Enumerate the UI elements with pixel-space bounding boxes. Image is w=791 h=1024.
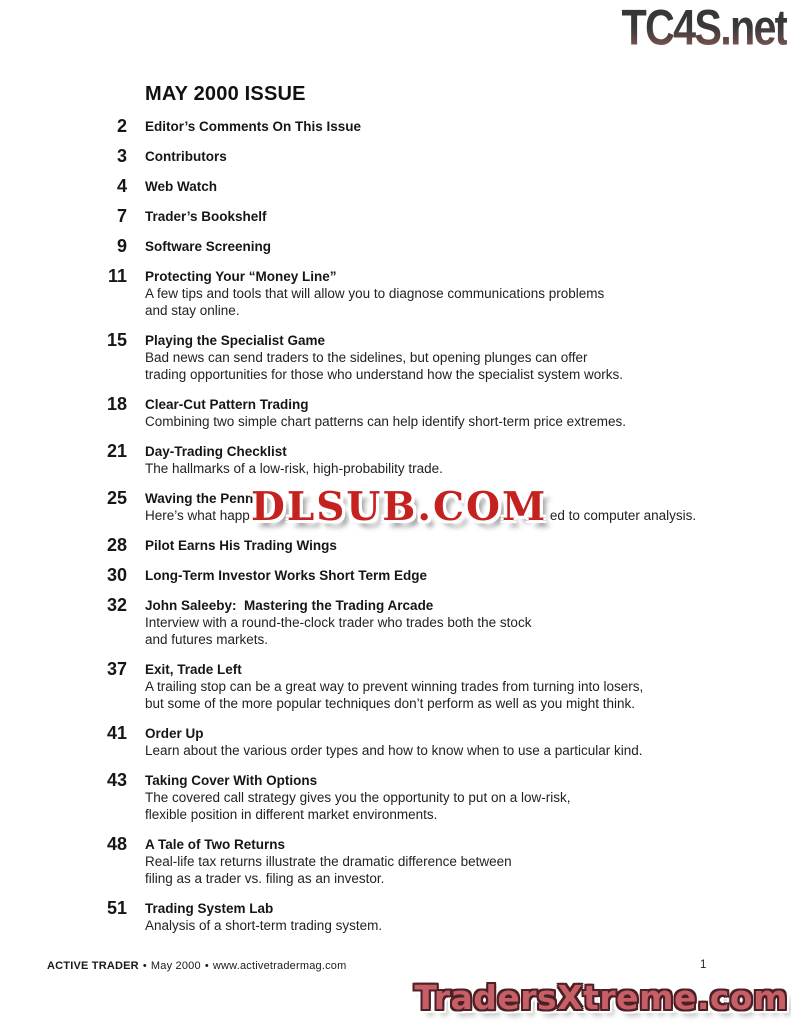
- entry-page-number: 28: [106, 535, 127, 555]
- toc-entry: [82, 332, 732, 383]
- toc-entry: [82, 443, 732, 477]
- entry-page-number: 21: [106, 441, 127, 461]
- entry-page-number: 25: [106, 488, 127, 508]
- toc-entry: [82, 178, 732, 195]
- entry-page-number: 9: [116, 236, 127, 256]
- toc-entry: [82, 268, 732, 319]
- entry-page-number: 3: [116, 146, 127, 166]
- entry-page-number: 18: [106, 394, 127, 414]
- entry-description: The covered call strategy gives you the opportunity to put on a low-risk,: [145, 790, 571, 805]
- entry-description: Bad news can send traders to the sidelines, but opening plunges can offer: [145, 350, 588, 365]
- entry-title: Contributors: [145, 149, 227, 164]
- watermark-dlsub: DLSUB.COM: [251, 484, 548, 530]
- watermark-tc4s: TC4S.net: [621, 0, 787, 55]
- entry-description: Combining two simple chart patterns can help identify short-term price extremes.: [145, 414, 626, 429]
- footer-date: May 2000: [150, 960, 201, 972]
- entry-page-number: 48: [106, 834, 127, 854]
- entry-description: and futures markets.: [145, 632, 269, 647]
- entry-page-number: 7: [116, 206, 127, 226]
- toc-entry: [82, 118, 732, 135]
- entry-title: John Saleeby: Mastering the Trading Arcade: [145, 598, 434, 613]
- entry-title: A Tale of Two Returns: [145, 837, 286, 852]
- entry-page-number: 43: [106, 770, 127, 790]
- entry-page-number: 11: [107, 266, 127, 286]
- entry-title: Pilot Earns His Trading Wings: [145, 538, 337, 553]
- toc-entry: [82, 836, 732, 887]
- entry-title-partially-obscured: Waving the Penn: [145, 491, 254, 506]
- toc-entry: [82, 725, 732, 759]
- entry-page-number: 30: [106, 565, 127, 585]
- toc-entry: [82, 396, 732, 430]
- entry-page-number: 37: [106, 659, 127, 679]
- page-title: MAY 2000 ISSUE: [145, 83, 306, 105]
- entry-description: but some of the more popular techniques don’t perform as well as you might think.: [145, 696, 636, 711]
- toc-entry: [82, 597, 732, 648]
- entry-title: Order Up: [145, 726, 204, 741]
- entry-page-number: 2: [116, 116, 127, 136]
- entry-page-number: 41: [106, 723, 127, 743]
- entry-description: Real-life tax returns illustrate the dramatic difference between: [145, 854, 512, 869]
- entry-description: and stay online.: [145, 303, 240, 318]
- footer-bullet: •: [204, 960, 209, 972]
- entry-title: Day-Trading Checklist: [145, 444, 287, 459]
- watermark-tradersxtreme: TradersXtreme.com: [414, 978, 788, 1017]
- toc-entry: [82, 772, 732, 823]
- entry-description: Interview with a round-the-clock trader who trades both the stock: [145, 615, 532, 630]
- description-fragment-start: Here’s what happ: [145, 508, 250, 523]
- toc-entry: [82, 148, 732, 165]
- toc-entry: [82, 900, 732, 934]
- entry-page-number: 51: [106, 898, 127, 918]
- entry-title: Trading System Lab: [145, 901, 274, 916]
- entry-description: flexible position in different market environments.: [145, 807, 438, 822]
- toc-entry: [82, 537, 732, 554]
- entry-title: Editor’s Comments On This Issue: [145, 119, 362, 134]
- entry-description: Analysis of a short-term trading system.: [145, 918, 383, 933]
- entry-description: The hallmarks of a low-risk, high-probability trade.: [145, 461, 443, 476]
- entry-title: Clear-Cut Pattern Trading: [145, 397, 309, 412]
- entry-page-number: 15: [106, 330, 127, 350]
- footer-line: [47, 960, 346, 972]
- entry-page-number: 32: [106, 595, 127, 615]
- description-fragment-end: ed to computer analysis.: [549, 508, 697, 523]
- entry-title: Playing the Specialist Game: [145, 333, 326, 348]
- toc-entry: [82, 661, 732, 712]
- footer-website: www.activetradermag.com: [212, 960, 347, 972]
- entry-description: trading opportunities for those who understand how the specialist system works.: [145, 367, 623, 382]
- entry-description: A trailing stop can be a great way to prevent winning trades from turning into losers,: [145, 679, 644, 694]
- entry-description: A few tips and tools that will allow you to diagnose communications problems: [145, 286, 605, 301]
- entry-page-number: 4: [116, 176, 127, 196]
- footer-magazine-name: ACTIVE TRADER: [47, 960, 139, 972]
- toc-entry: [82, 567, 732, 584]
- entry-title: Long-Term Investor Works Short Term Edge: [145, 568, 428, 583]
- entry-title: Taking Cover With Options: [145, 773, 318, 788]
- entry-title: Software Screening: [145, 239, 272, 254]
- entry-title: Exit, Trade Left: [145, 662, 242, 677]
- toc-entry: [82, 238, 732, 255]
- entry-title: Trader’s Bookshelf: [145, 209, 267, 224]
- entry-description: Learn about the various order types and how to know when to use a particular kind.: [145, 743, 643, 758]
- folio-page-number: 1: [700, 959, 707, 971]
- footer-bullet: •: [142, 960, 147, 972]
- toc-entry: [82, 208, 732, 225]
- entry-title: Web Watch: [145, 179, 218, 194]
- entry-description: filing as a trader vs. filing as an investor.: [145, 871, 385, 886]
- entry-title: Protecting Your “Money Line”: [145, 269, 337, 284]
